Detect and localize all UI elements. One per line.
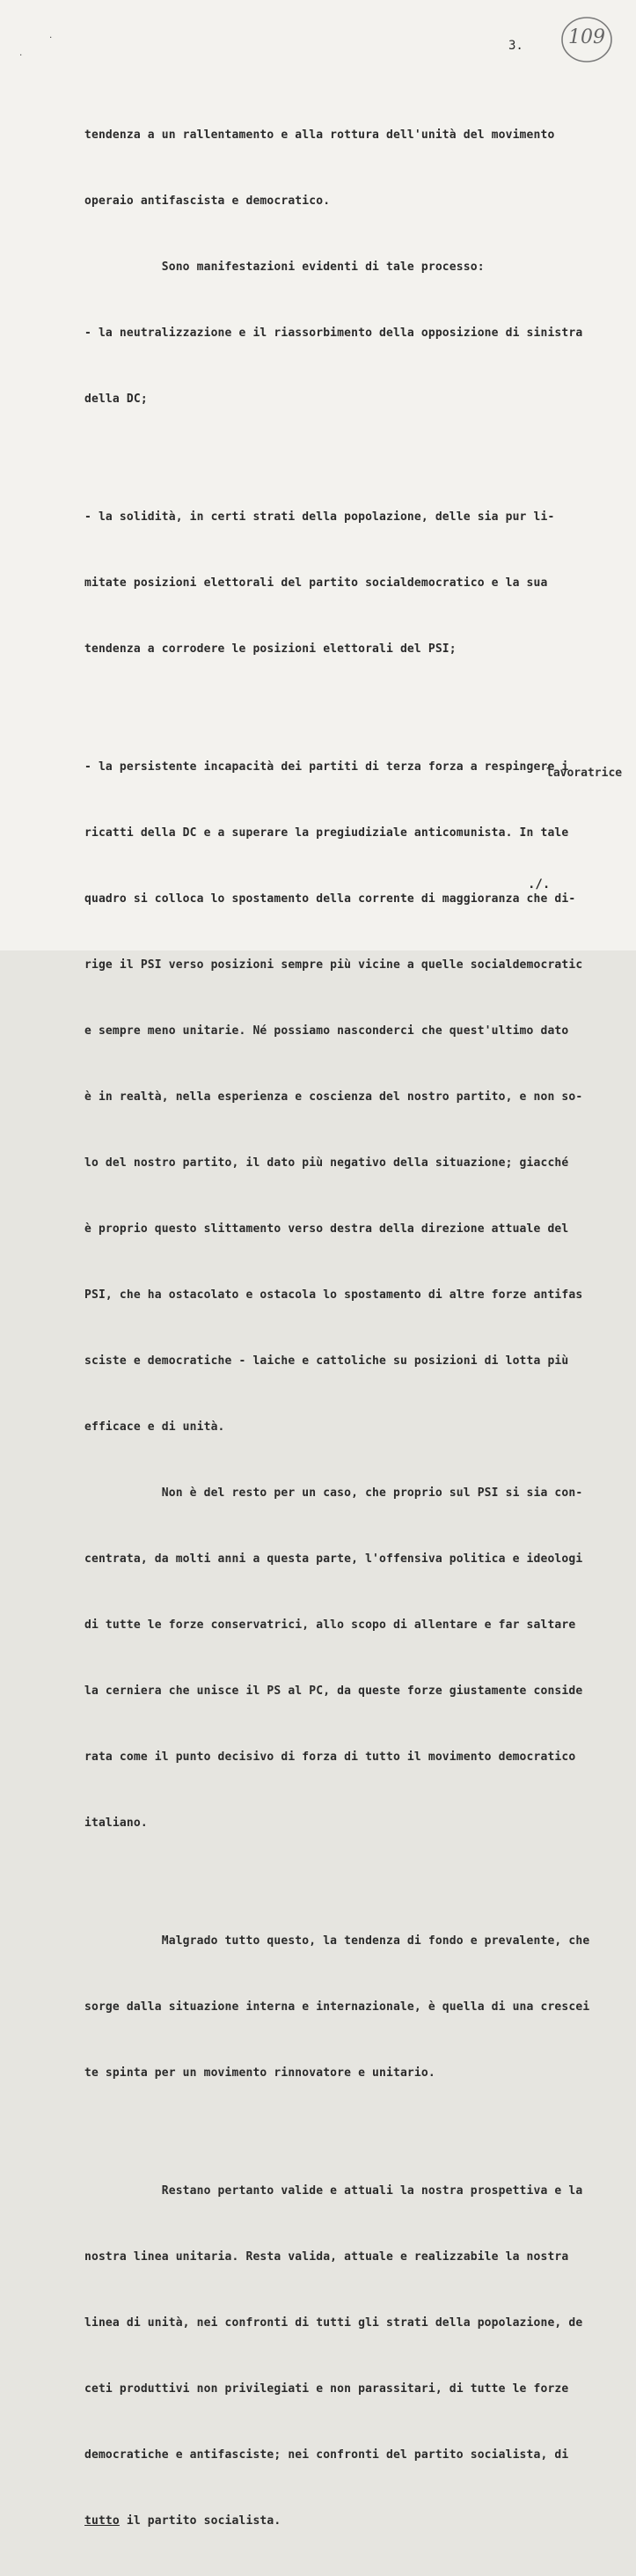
- text-line: operaio antifascista e democratico.: [84, 194, 331, 208]
- archive-stamp: [559, 14, 614, 65]
- text-line: PSI, che ha ostacolato e ostacola lo spostamento di altre forze antifas: [84, 1288, 583, 1302]
- text-line: centrata, da molti anni a questa parte, l'offensiva politica e ideologi: [84, 1552, 583, 1566]
- text-line-rest: il partito socialista.: [126, 2514, 281, 2528]
- text-line: mitate posizioni elettorali del partito socialdemocratico e la sua: [84, 576, 548, 590]
- text-line: - la persistente incapacità dei partiti di terza forza a respingere i: [84, 760, 569, 774]
- text-line: è in realtà, nella esperienza e coscienza del nostro partito, e non so-: [84, 1090, 583, 1104]
- text-line: - la neutralizzazione e il riassorbimento della opposizione di sinistra: [84, 327, 583, 340]
- text-line: linea di unità, nei confronti di tutti gli strati della popolazione, de: [84, 2316, 583, 2330]
- text-line: - la solidità, in certi strati della popolazione, delle sia pur li-: [84, 510, 555, 524]
- text-line: ricatti della DC e a superare la pregiudiziale anticomunista. In tale: [84, 826, 569, 840]
- text-line: tendenza a corrodere le posizioni elettorali del PSI;: [84, 642, 457, 656]
- stamp-number: 109: [568, 26, 605, 48]
- text-line: italiano.: [84, 1816, 148, 1830]
- text-line: tendenza a un rallentamento e alla rottura dell'unità del movimento: [84, 128, 555, 142]
- typed-text: [84, 80, 636, 2576]
- text-line: ceti produttivi non privilegiati e non parassitari, di tutte le forze: [84, 2382, 569, 2396]
- text-line: della DC;: [84, 393, 148, 406]
- underlined-word: tutto: [84, 2514, 120, 2528]
- text-line: Malgrado tutto questo, la tendenza di fondo e prevalente, che: [84, 1934, 590, 1948]
- text-line: rata come il punto decisivo di forza di tutto il movimento democratico: [84, 1750, 576, 1764]
- text-line: di tutte le forze conservatrici, allo scopo di allentare e far saltare: [84, 1618, 576, 1632]
- text-line: democratiche e antifasciste; nei confronti del partito socialista, di: [84, 2448, 569, 2462]
- text-line: rige il PSI verso posizioni sempre più vicine a quelle socialdemocratic: [84, 958, 583, 972]
- text-line-last: [84, 2510, 636, 2532]
- text-line: sciste e democratiche - laiche e cattoliche su posizioni di lotta più: [84, 1354, 569, 1368]
- page-number: 3.: [508, 39, 523, 53]
- text-line: efficace e di unità.: [84, 1420, 225, 1434]
- text-line: nostra linea unitaria. Resta valida, attuale e realizzabile la nostra: [84, 2250, 569, 2264]
- text-line: lo del nostro partito, il dato più negativo della situazione; giacché: [84, 1156, 569, 1170]
- continuation-mark: ./.: [528, 877, 551, 892]
- text-line: sorge dalla situazione interna e internazionale, è quella di una crescei: [84, 2000, 590, 2014]
- text-line: Sono manifestazioni evidenti di tale processo:: [84, 261, 485, 274]
- text-line: Non è del resto per un caso, che proprio sul PSI si sia con-: [84, 1486, 583, 1500]
- text-line: la cerniera che unisce il PS al PC, da queste forze giustamente conside: [84, 1684, 583, 1698]
- handwritten-insert: lavoratrice: [546, 767, 623, 780]
- dot-mark: ˙: [48, 35, 55, 48]
- text-line: te spinta per un movimento rinnovatore e unitario.: [84, 2066, 435, 2080]
- text-line: e sempre meno unitarie. Né possiamo nasconderci che quest'ultimo dato: [84, 1024, 569, 1038]
- text-line: quadro si colloca lo spostamento della corrente di maggioranza che di-: [84, 892, 576, 906]
- text-line: è proprio questo slittamento verso destra della direzione attuale del: [84, 1222, 569, 1236]
- text-line: Restano pertanto valide e attuali la nostra prospettiva e la: [84, 2184, 583, 2198]
- dot-mark: ˙: [18, 53, 25, 65]
